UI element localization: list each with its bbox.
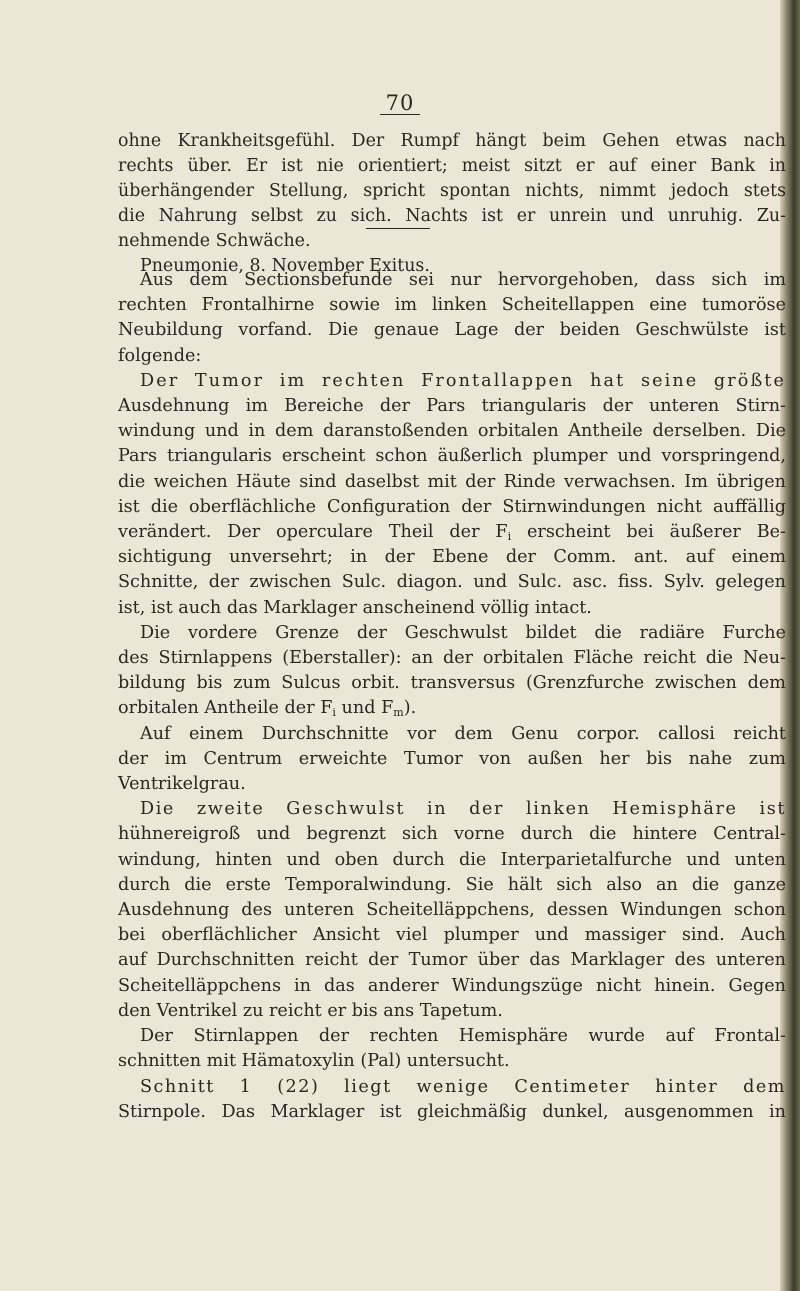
text-fragment: erscheint bei äußerer Be- (511, 522, 787, 543)
text-line: bildung bis zum Sulcus orbit. transversus (Grenzfurche zwischen dem (118, 673, 786, 694)
text-line: bei oberflächlicher Ansicht viel plumper und massiger sind. Auch (118, 925, 786, 946)
text-line: folgende: (118, 345, 202, 366)
text-line: auf Durchschnitten reicht der Tumor über das Marklager des unteren (118, 950, 786, 971)
text-line: Pneumonie, 8. November Exitus. (140, 255, 430, 276)
text-line: Schnitte, der zwischen Sulc. diagon. und Sulc. asc. fiss. Sylv. gelegen (118, 572, 786, 593)
text-line: ist, ist auch das Marklager anscheinend völlig intact. (118, 597, 592, 618)
text-line: Ausdehnung des unteren Scheitelläppchens, dessen Windungen schon (118, 900, 786, 921)
text-line: rechts über. Er ist nie orientiert; meist sitzt er auf einer Bank in (118, 155, 786, 176)
text-line: Stirnpole. Das Marklager ist gleichmäßig dunkel, ausgenommen in (118, 1101, 786, 1122)
text-line: Scheitelläppchens in das anderer Windungszüge nicht hinein. Gegen (118, 975, 786, 996)
subscript: m (393, 706, 404, 720)
text-line: des Stirnlappens (Eberstaller): an der orbitalen Fläche reicht die Neu- (118, 648, 786, 669)
paragraph-case-history (118, 129, 786, 278)
text-line: Ausdehnung im Bereiche der Pars triangularis der unteren Stirn- (118, 396, 786, 417)
text-line: durch die erste Temporalwindung. Sie hält sich also an die ganze (118, 874, 786, 895)
text-line: Neubildung vorfand. Die genaue Lage der beiden Geschwülste ist (118, 320, 786, 341)
text-fragment: ). (403, 698, 417, 719)
text-line: Der Tumor im rechten Frontallappen hat seine größte (140, 370, 786, 391)
text-line: hühnereigroß und begrenzt sich vorne durch die hintere Central- (118, 824, 786, 845)
text-fragment: orbitalen Antheile der F (118, 698, 333, 719)
text-line: Der Stirnlappen der rechten Hemisphäre wurde auf Frontal- (140, 1026, 786, 1047)
subscript: i (507, 530, 512, 544)
page-number: 70 (380, 92, 420, 115)
text-line: den Ventrikel zu reicht er bis ans Tapetum. (118, 1000, 503, 1021)
text-line: Die vordere Grenze der Geschwulst bildet die radiäre Furche (140, 622, 786, 643)
text-line: windung, hinten und oben durch die Interparietalfurche und unten (118, 849, 786, 870)
text-fragment: und F (335, 698, 394, 719)
text-line (118, 520, 786, 545)
text-line: überhängender Stellung, spricht spontan nichts, nimmt jedoch stets (118, 180, 786, 201)
text-line: Pars triangularis erscheint schon äußerlich plumper und vorspringend, (118, 446, 786, 467)
text-line: Aus dem Sectionsbefunde sei nur hervorgehoben, dass sich im (140, 270, 786, 290)
paragraph-section-findings (118, 268, 786, 1125)
text-line: Auf einem Durchschnitte vor dem Genu corpor. callosi reicht (140, 723, 786, 744)
text-line: die weichen Häute sind daselbst mit der Rinde verwachsen. Im übrigen (118, 471, 786, 492)
text-line (118, 696, 786, 721)
text-line: schnitten mit Hämatoxylin (Pal) untersucht. (118, 1051, 510, 1072)
text-line: ist die oberflächliche Configuration der Stirnwindungen nicht auffällig (118, 496, 786, 517)
text-line: sichtigung unversehrt; in der Ebene der Comm. ant. auf einem (118, 547, 786, 568)
text-line: rechten Frontalhirne sowie im linken Scheitellappen eine tumoröse (118, 295, 786, 316)
text-line: Schnitt 1 (22) liegt wenige Centimeter hinter dem (140, 1076, 786, 1097)
section-divider (366, 228, 430, 229)
text-line: ohne Krankheitsgefühl. Der Rumpf hängt beim Gehen etwas nach (118, 131, 786, 151)
subscript: i (332, 706, 336, 720)
text-line: die Nahrung selbst zu sich. Nachts ist er unrein und unruhig. Zu- (118, 205, 786, 226)
text-line: nehmende Schwäche. (118, 230, 311, 251)
text-line: Ventrikelgrau. (118, 774, 246, 795)
text-line: der im Centrum erweichte Tumor von außen her bis nahe zum (118, 748, 786, 769)
text-fragment: verändert. Der operculare Theil der F (118, 522, 508, 543)
text-line: windung und in dem daranstoßenden orbitalen Antheile derselben. Die (118, 421, 786, 442)
text-line: Die zweite Geschwulst in der linken Hemisphäre ist (140, 799, 786, 820)
